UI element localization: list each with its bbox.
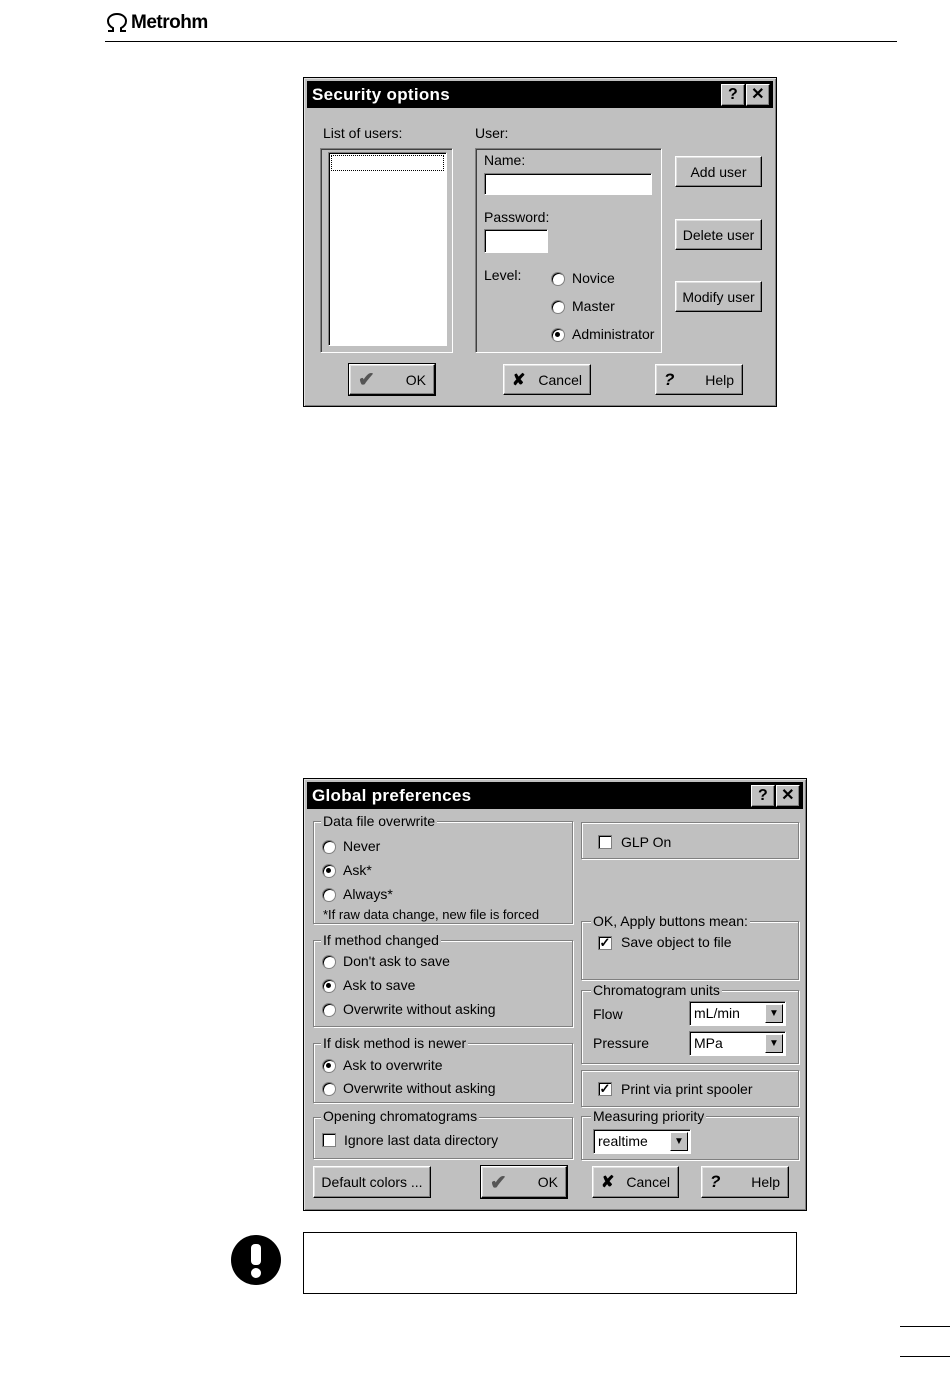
password-input[interactable] (484, 229, 548, 253)
group-legend: If disk method is newer (323, 1035, 467, 1051)
radio-administrator-label: Administrator (572, 326, 655, 342)
modify-user-button[interactable]: Modify user (675, 281, 762, 312)
cancel-button[interactable] (503, 364, 591, 395)
omega-logo-icon (105, 13, 129, 33)
logo-text: Metrohm (131, 12, 208, 33)
radio-ask-to-save[interactable] (322, 979, 336, 993)
global-preferences-dialog (303, 778, 807, 1211)
ignore-last-dir-checkbox[interactable] (322, 1133, 336, 1147)
password-label: Password: (484, 209, 550, 225)
radio-master[interactable] (551, 300, 565, 314)
default-colors-button[interactable]: Default colors ... (313, 1166, 431, 1198)
header-rule (105, 41, 897, 42)
dropdown-value: MPa (694, 1035, 723, 1051)
ok-button[interactable] (481, 1166, 567, 1198)
level-label: Level: (484, 267, 522, 283)
list-item[interactable] (331, 155, 444, 171)
exclamation-icon (231, 1235, 281, 1285)
cancel-label: Cancel (538, 371, 582, 388)
dialog-title: Security options (312, 84, 450, 104)
save-object-checkbox[interactable]: ✓ (599, 935, 611, 950)
radio-label: Always* (343, 886, 393, 902)
radio-administrator[interactable] (551, 328, 565, 342)
group-legend: OK, Apply buttons mean: (593, 913, 748, 929)
question-icon: ? (664, 369, 675, 389)
radio-never[interactable] (322, 840, 336, 854)
checkbox-label: GLP On (621, 834, 672, 850)
help-label: Help (751, 1174, 780, 1190)
add-user-button[interactable]: Add user (675, 156, 762, 187)
footer-rule (900, 1326, 950, 1327)
radio-novice[interactable] (551, 272, 565, 286)
radio-label: Overwrite without asking (343, 1001, 496, 1017)
name-label: Name: (484, 152, 526, 168)
group-legend: Measuring priority (593, 1108, 705, 1124)
ok-apply-group (581, 921, 799, 980)
chevron-down-icon[interactable]: ▼ (670, 1132, 688, 1151)
overwrite-note: *If raw data change, new file is forced (323, 907, 540, 922)
checkbox-label: Print via print spooler (621, 1081, 753, 1097)
cancel-label: Cancel (626, 1174, 670, 1190)
question-icon: ? (710, 1172, 721, 1191)
radio-master-label: Master (572, 298, 615, 314)
checkbox-label: Save object to file (621, 934, 732, 950)
cross-icon: ✘ (601, 1174, 615, 1191)
radio-always[interactable] (322, 888, 336, 902)
checkmark-icon: ✔ (490, 1171, 507, 1194)
delete-user-button[interactable]: Delete user (675, 219, 762, 250)
security-options-dialog (303, 77, 777, 407)
close-icon[interactable]: ✕ (746, 84, 770, 106)
help-icon[interactable]: ? (751, 785, 775, 807)
close-icon[interactable]: ✕ (776, 785, 800, 807)
dropdown-value: mL/min (694, 1005, 740, 1021)
priority-dropdown[interactable] (593, 1129, 691, 1154)
radio-ask-to-overwrite[interactable] (322, 1059, 336, 1073)
help-label: Help (705, 371, 734, 388)
user-group-label: User: (475, 125, 509, 141)
users-list-label: List of users: (323, 125, 403, 141)
group-legend: Opening chromatograms (323, 1108, 478, 1124)
name-input[interactable] (484, 173, 652, 195)
ok-button[interactable] (349, 364, 435, 395)
global-titlebar (307, 782, 803, 809)
radio-ask[interactable] (322, 864, 336, 878)
glp-on-checkbox[interactable] (598, 835, 612, 849)
flow-label: Flow (593, 1006, 623, 1022)
radio-overwrite[interactable] (322, 1003, 336, 1017)
radio-label: Ask to save (343, 977, 416, 993)
ok-label: OK (405, 371, 426, 388)
radio-novice-label: Novice (572, 270, 615, 286)
security-titlebar (307, 81, 773, 108)
pressure-label: Pressure (593, 1035, 650, 1051)
print-spooler-checkbox[interactable]: ✓ (599, 1081, 611, 1096)
checkbox-label: Ignore last data directory (344, 1132, 499, 1148)
dialog-title: Global preferences (312, 785, 472, 805)
cross-icon: ✘ (512, 371, 526, 389)
ok-label: OK (537, 1174, 558, 1190)
flow-dropdown[interactable] (689, 1001, 786, 1026)
group-legend: Chromatogram units (593, 982, 720, 998)
chevron-down-icon[interactable]: ▼ (765, 1034, 783, 1053)
pressure-dropdown[interactable] (689, 1031, 786, 1056)
radio-label: Overwrite without asking (343, 1080, 496, 1096)
help-button[interactable] (655, 364, 743, 395)
radio-label: Ask to overwrite (343, 1057, 443, 1073)
footer-rule (900, 1356, 950, 1357)
help-button[interactable] (701, 1166, 789, 1198)
group-legend: If method changed (323, 932, 439, 948)
metrohm-logo (105, 12, 208, 34)
radio-overwrite-without-asking[interactable] (322, 1082, 336, 1096)
group-legend: Data file overwrite (323, 813, 436, 829)
help-icon[interactable]: ? (721, 84, 745, 106)
radio-label: Ask* (343, 862, 372, 878)
glp-group (581, 822, 799, 859)
users-listbox[interactable] (328, 152, 447, 346)
dropdown-value: realtime (598, 1133, 648, 1149)
radio-label: Never (343, 838, 381, 854)
exclamation-mark (231, 1235, 281, 1285)
radio-dont-ask[interactable] (322, 955, 336, 969)
checkmark-icon: ✔ (358, 369, 375, 391)
notice-box (303, 1232, 797, 1294)
cancel-button[interactable] (592, 1166, 679, 1198)
radio-label: Don't ask to save (343, 953, 450, 969)
chevron-down-icon[interactable]: ▼ (765, 1004, 783, 1023)
